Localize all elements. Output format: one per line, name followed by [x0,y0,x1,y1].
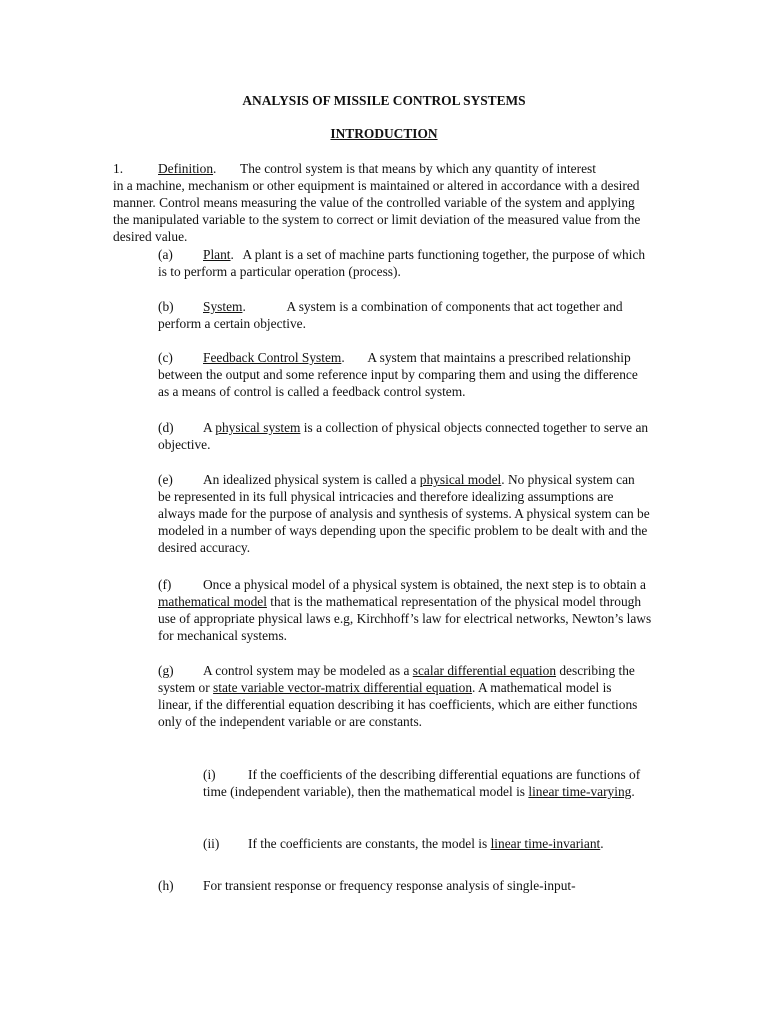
item-label: (d) [158,420,174,435]
subitem-ii: (ii) If the coefficients are constants, the model is linear time-invariant. [203,836,604,851]
definition-heading: Definition [158,161,214,176]
item-term: System [203,299,243,314]
item-text: that is the mathematical representation of the physical model through use of appropriate physical laws e.g, Kirchhoff’s law for electrical networks, Newton’s laws for mechanical systems. [158,594,652,643]
item-text: A system that maintains a prescribed relationship between the output and some reference input by comparing them and using the difference as a means of control is called a feedback control system. [158,350,638,399]
item-term: linear time-invariant [490,836,601,851]
item-label: (c) [158,350,173,365]
item-term: scalar differential equation [412,663,557,678]
item-term: physical system [215,420,301,435]
item-label: (a) [158,247,173,262]
document-title: ANALYSIS OF MISSILE CONTROL SYSTEMS [242,93,526,108]
item-label: (g) [158,663,174,678]
item-h [158,877,658,894]
item-label: (i) [203,767,216,782]
item-text: A plant is a set of machine parts functioning together, the purpose of which is to perform a particular operation (process). [158,247,646,279]
definition-text: in a machine, mechanism or other equipment is maintained or altered in accordance with a desired manner. Control means measuring the value of the controlled variable of the system and applying the manipulated variable to the system to correct or limit deviation of the measured value from the desired value. [113,178,641,244]
item-text: . A mathematical model is linear, if the differential equation describing it has coefficients, which are either functions only of the independent variable or are constants. [158,680,638,729]
item-e: (e) An idealized physical system is called a physical model. No physical system can be represented in its full physical intricacies and therefore idealizing assumptions are always made for the purpose of analysis and synthesis of systems. A physical system can be modeled in a number of ways depending upon the specific problem to be dealt with and the desired accuracy. [158,472,650,555]
item-c: (c) Feedback Control System. A system that maintains a prescribed relationship between the output and some reference input by comparing them and using the difference as a means of control is called a feedback control system. [158,350,638,399]
item-text: A system is a combination of components that act together and perform a certain objective. [158,299,623,331]
definition-text-line1: The control system is that means by which any quantity of interest [240,161,596,176]
item-f: (f) Once a physical model of a physical system is obtained, the next step is to obtain a mathematical model that is the mathematical representation of the physical model through use of appropriate physical laws e.g, Kirchhoff’s law for electrical networks, Newton’s laws for mechanical systems. [158,577,652,643]
item-term: state variable vector-matrix differential equation [213,680,473,695]
item-label: (b) [158,299,174,314]
item-text: For transient response or frequency response analysis of single-input- [203,878,576,893]
item-text: . No physical system can be represented in its full physical intricacies and therefore idealizing assumptions are always made for the purpose of analysis and synthesis of systems. A physical system can be modeled in a number of ways depending upon the specific problem to be dealt with and the desired accuracy. [158,472,650,555]
item-term: Feedback Control System [203,350,342,365]
subitem-i: (i) If the coefficients of the describing differential equations are functions of time (independent variable), then the mathematical model is linear time-varying. [203,767,641,799]
section-number: 1. [113,161,124,176]
item-d: (d) A physical system is a collection of physical objects connected together to serve an objective. [158,420,649,452]
item-label: (ii) [203,836,220,851]
section-heading: INTRODUCTION [330,126,438,141]
item-term: linear time-varying [528,784,632,799]
definition-paragraph: 1. Definition. The control system is that means by which any quantity of interest in a machine, mechanism or other equipment is maintained or altered in accordance with a desired manner. Control means measuring the value of the controlled variable of the system and applying the manipulated variable to the system to correct or limit deviation of the measured value from the desired value. [113,161,641,244]
item-term: mathematical model [158,594,267,609]
item-term: Plant [203,247,231,262]
item-text: is a collection of physical objects connected together to serve an objective. [158,420,649,452]
item-g: (g) A control system may be modeled as a scalar differential equation describing the system or state variable vector-matrix differential equation. A mathematical model is linear, if the differential equation describing it has coefficients, which are either functions only of the independent variable or are constants. [158,663,638,729]
item-term: physical model [419,472,502,487]
item-label: (e) [158,472,173,487]
item-label: (f) [158,577,172,592]
item-label: (h) [158,878,174,893]
item-a: (a) Plant. A plant is a set of machine parts functioning together, the purpose of which is to perform a particular operation (process). [158,247,646,279]
item-b: (b) System. A system is a combination of components that act together and perform a certain objective. [158,299,623,331]
